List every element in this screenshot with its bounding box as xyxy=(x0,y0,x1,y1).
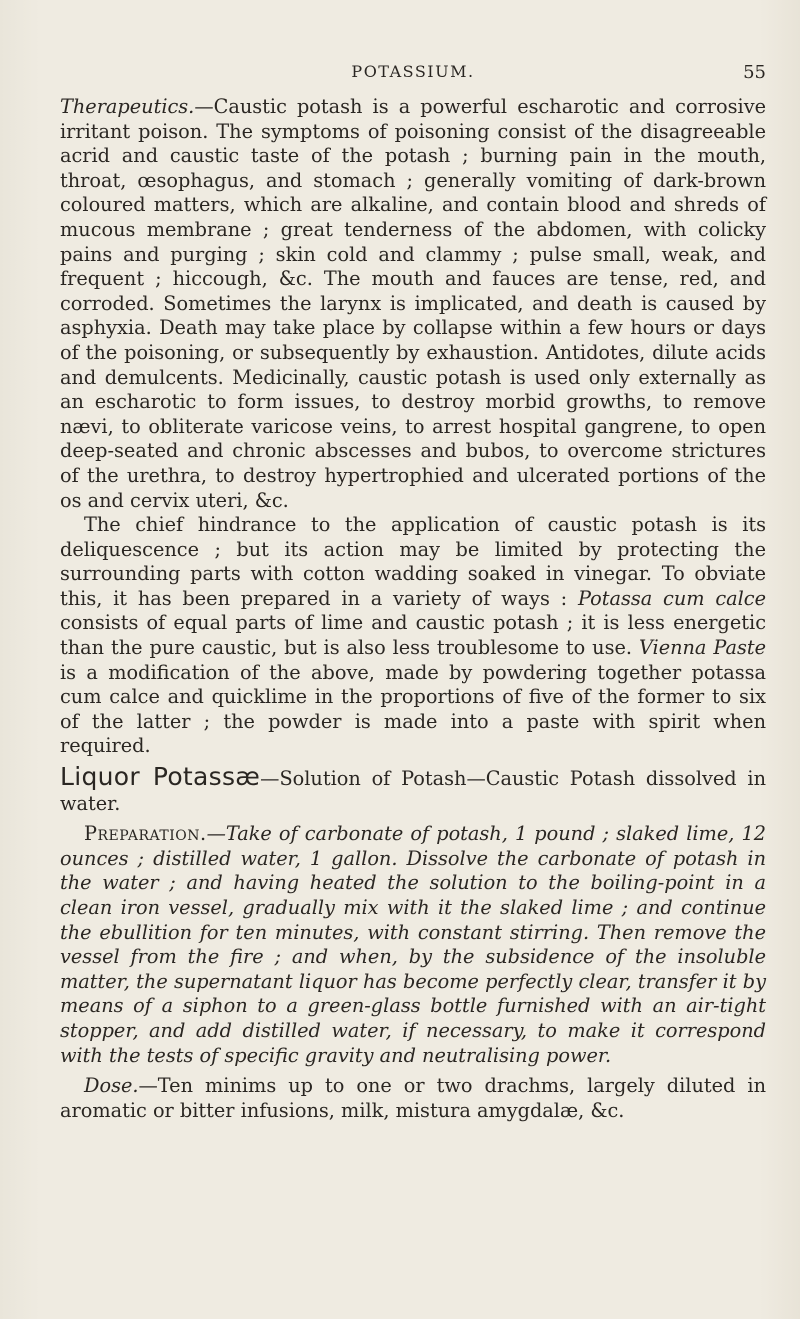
liquor-paragraph xyxy=(60,762,767,816)
page-number: 55 xyxy=(743,62,766,83)
liquor-text: —Solution of Potash—Caustic Potash dissolved in water. xyxy=(60,767,767,815)
dose-label: Dose. xyxy=(84,1074,139,1098)
dose-text: —Ten minims up to one or two drachms, largely diluted in aromatic or bitter infusions, milk, mistura amygdalæ, &c. xyxy=(60,1074,766,1122)
preparation-label: Preparation. xyxy=(84,822,207,846)
hindrance-text-2: consists of equal parts of lime and caustic potash ; it is less energetic than the pure caustic, but is also less troublesome to use. xyxy=(60,611,766,660)
vienna-paste-term: Vienna Paste xyxy=(638,636,766,660)
therapeutics-paragraph xyxy=(60,95,766,513)
therapeutics-heading: Therapeutics. xyxy=(60,95,195,118)
liquor-potassae-heading: Liquor Potassæ xyxy=(60,762,261,792)
dose-paragraph xyxy=(60,1074,766,1123)
therapeutics-text: —Caustic potash is a powerful escharotic and corrosive irritant poison. The symptoms of poisoning consist of the disagreeable acrid and caustic taste of the potash ; burning pain in the mouth, throat, œsophagus, and stomach ; generally vomiting of dark-brown coloured matters, which are alkaline, and contain blood and shreds of mucous membrane ; great tenderness of the abdomen, with colicky pains and purging ; skin cold and clammy ; pulse small, weak, and frequent ; hiccough, &c. The mouth and fauces are tense, red, and corroded. Sometimes the larynx is implicated, and death is caused by asphyxia. Death may take place by collapse within a few hours or days of the poisoning, or subsequently by exhaustion. Antidotes, dilute acids and demulcents. Medicinally, caustic potash is used only externally as an escharotic to form issues, to destroy morbid growths, to remove nævi, to obliterate varicose veins, to arrest hospital gangrene, to open deep-seated and chronic abscesses and bubos, to overcome strictures of the urethra, to destroy hypertrophied and ulcerated portions of the os and cervix uteri, &c. xyxy=(60,95,766,512)
page-body xyxy=(60,95,766,1123)
preparation-paragraph xyxy=(60,822,766,1068)
preparation-text: —Take of carbonate of potash, 1 pound ; slaked lime, 12 ounces ; distilled water, 1 gallon. Dissolve the carbonate of potash in the water ; and having heated the solution to the boiling-point in a clean iron vessel, gradually mix with it the slaked lime ; and continue the ebullition for ten minutes, with constant stirring. Then remove the vessel from the fire ; and when, by the subsidence of the insoluble matter, the supernatant liquor has become perfectly clear, transfer it by means of a siphon to a green-glass bottle furnished with an air-tight stopper, and add distilled water, if necessary, to make it correspond with the tests of specific gravity and neutralising power. xyxy=(60,822,766,1067)
hindrance-paragraph xyxy=(60,513,766,759)
hindrance-text-3: is a modification of the above, made by powdering together potassa cum calce and quicklime in the proportions of five of the former to six of the latter ; the powder is made into a paste with spirit when required. xyxy=(60,660,766,758)
running-title: POTASSIUM. xyxy=(351,62,475,81)
hindrance-text-1: The chief hindrance to the application of caustic potash is its deliquescence ; but its action may be limited by protecting the surrounding parts with cotton wadding soaked in vinegar. To obviate this, it has been prepared in a variety of ways : xyxy=(60,513,766,610)
page-header xyxy=(60,62,766,90)
potassa-cum-calce-term: Potassa cum calce xyxy=(577,586,766,610)
